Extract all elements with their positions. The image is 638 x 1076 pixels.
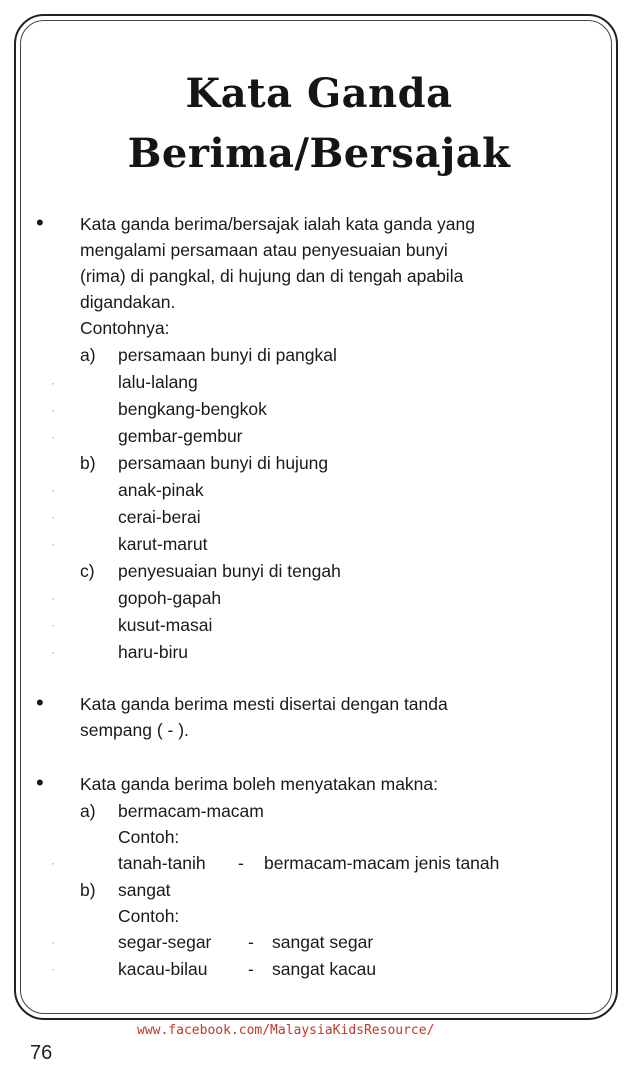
example-word: anak-pinak — [118, 480, 204, 500]
hyphen-rule-line-2: sempang ( - ). — [80, 720, 189, 740]
example-dash: - — [248, 932, 254, 952]
definition-line-4: digandakan. — [80, 292, 176, 312]
contoh-label: Contoh: — [118, 906, 180, 926]
meaning-intro: Kata ganda berima boleh menyatakan makna: — [80, 774, 439, 794]
margin-tick: · — [51, 403, 55, 417]
margin-tick: · — [51, 376, 55, 390]
meaning-a-heading: bermacam-macam — [118, 801, 264, 821]
meaning-b-heading: sangat — [118, 880, 171, 900]
page-title-line-2: Berima/Bersajak — [127, 130, 511, 177]
margin-tick: · — [51, 483, 55, 497]
meaning-b-marker: b) — [80, 880, 96, 900]
example-word: bengkang-bengkok — [118, 399, 267, 419]
group-c-marker: c) — [80, 561, 95, 581]
margin-tick: · — [51, 591, 55, 605]
example-word: kacau-bilau — [118, 959, 208, 979]
definition-line-1: Kata ganda berima/bersajak ialah kata ganda yang — [80, 214, 475, 234]
example-word: tanah-tanih — [118, 853, 206, 873]
group-b-heading: persamaan bunyi di hujung — [118, 453, 329, 473]
page-title-line-1: Kata Ganda — [185, 70, 453, 117]
example-word: cerai-berai — [118, 507, 201, 527]
margin-tick: · — [51, 537, 55, 551]
example-meaning: bermacam-macam jenis tanah — [264, 853, 500, 873]
group-a-marker: a) — [80, 345, 96, 365]
margin-tick: · — [51, 856, 55, 870]
margin-tick: · — [51, 510, 55, 524]
example-dash: - — [248, 959, 254, 979]
contohnya-label: Contohnya: — [80, 318, 170, 338]
example-meaning: sangat kacau — [272, 959, 377, 979]
meaning-a-marker: a) — [80, 801, 96, 821]
bullet-3: • — [36, 770, 44, 795]
example-word: segar-segar — [118, 932, 212, 952]
example-word: karut-marut — [118, 534, 208, 554]
bullet-1: • — [36, 210, 44, 235]
group-a-heading: persamaan bunyi di pangkal — [118, 345, 337, 365]
example-word: gembar-gembur — [118, 426, 243, 446]
page-number: 76 — [30, 1042, 53, 1064]
contoh-label: Contoh: — [118, 827, 180, 847]
definition-line-3: (rima) di pangkal, di hujung dan di tengah apabila — [80, 266, 464, 286]
margin-tick: · — [51, 430, 55, 444]
group-b-marker: b) — [80, 453, 96, 473]
example-word: haru-biru — [118, 642, 189, 662]
bullet-2: • — [36, 690, 44, 715]
example-meaning: sangat segar — [272, 932, 374, 952]
example-word: lalu-lalang — [118, 372, 198, 392]
group-c-heading: penyesuaian bunyi di tengah — [118, 561, 341, 581]
example-word: kusut-masai — [118, 615, 213, 635]
example-word: gopoh-gapah — [118, 588, 222, 608]
hyphen-rule-line-1: Kata ganda berima mesti disertai dengan tanda — [80, 694, 448, 714]
definition-line-2: mengalami persamaan atau penyesuaian bunyi — [80, 240, 448, 260]
margin-tick: · — [51, 618, 55, 632]
example-dash: - — [238, 853, 244, 873]
margin-tick: · — [51, 935, 55, 949]
margin-tick: · — [51, 962, 55, 976]
footer-url[interactable]: www.facebook.com/MalaysiaKidsResource/ — [137, 1023, 435, 1038]
margin-tick: · — [51, 645, 55, 659]
